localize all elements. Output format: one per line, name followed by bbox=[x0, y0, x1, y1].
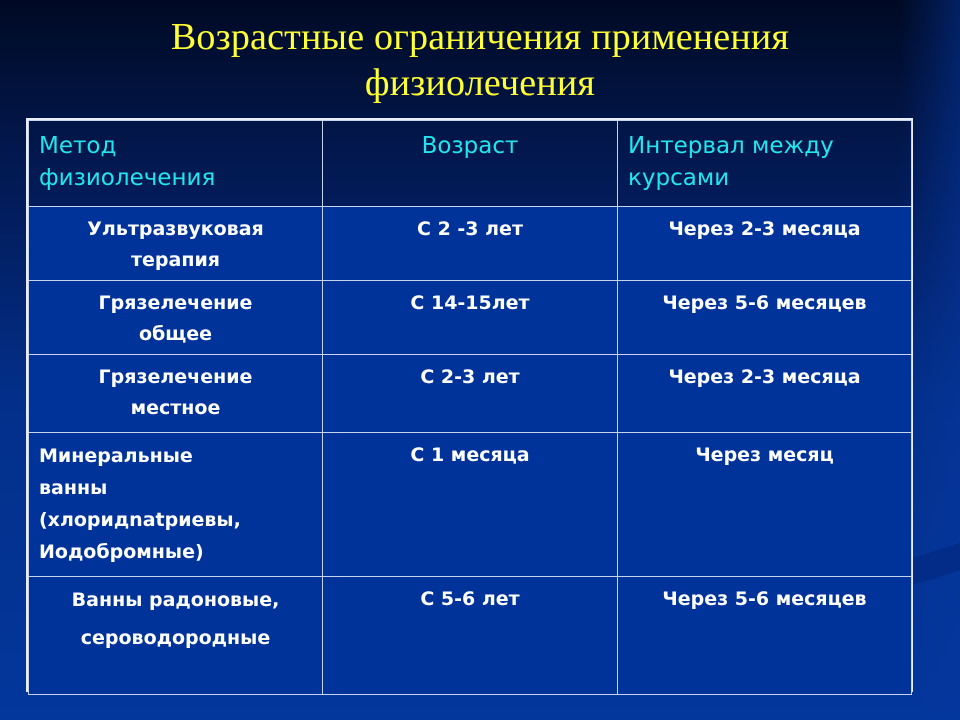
cell-interval: Через 5-6 месяцев bbox=[618, 577, 912, 695]
cell-method-line: Грязелечение bbox=[98, 366, 253, 388]
table-row bbox=[29, 355, 912, 433]
cell-interval: Через 5-6 месяцев bbox=[618, 281, 912, 355]
cell-age: С 14-15лет bbox=[323, 281, 618, 355]
slide-title bbox=[0, 14, 960, 106]
cell-method bbox=[29, 433, 323, 577]
table-header-row bbox=[29, 121, 912, 207]
cell-method-line: терапия bbox=[131, 249, 220, 271]
cell-method-line: ванны bbox=[39, 477, 108, 499]
cell-age: С 2 -3 лет bbox=[323, 207, 618, 281]
slide-title-line-1: Возрастные ограничения применения bbox=[170, 16, 790, 58]
cell-method-line: Минеральные bbox=[39, 445, 193, 467]
header-age bbox=[323, 121, 618, 207]
cell-method-line: Грязелечение bbox=[98, 292, 253, 314]
header-age-line-1: Возраст bbox=[421, 133, 519, 159]
cell-interval: Через 2-3 месяца bbox=[618, 355, 912, 433]
cell-method-line: сероводородные bbox=[80, 627, 271, 649]
header-method bbox=[29, 121, 323, 207]
cell-interval: Через 2-3 месяца bbox=[618, 207, 912, 281]
header-method-line-2: физиолечения bbox=[39, 165, 216, 191]
slide-title-line-2: физиолечения bbox=[364, 62, 596, 104]
cell-method-line: местное bbox=[130, 397, 221, 419]
cell-interval: Через месяц bbox=[618, 433, 912, 577]
cell-method bbox=[29, 281, 323, 355]
cell-method-line: Ультразвуковая bbox=[87, 218, 264, 240]
cell-age: С 5-6 лет bbox=[323, 577, 618, 695]
table-row bbox=[29, 433, 912, 577]
physiotherapy-age-table bbox=[26, 118, 913, 692]
table-row bbox=[29, 281, 912, 355]
table-row bbox=[29, 207, 912, 281]
cell-age: С 2-3 лет bbox=[323, 355, 618, 433]
cell-method-line: общее bbox=[138, 323, 213, 345]
header-interval bbox=[618, 121, 912, 207]
table bbox=[28, 120, 912, 695]
cell-method-line: (хлоридnatриевы, bbox=[39, 509, 241, 531]
cell-method-line: Иодобромные) bbox=[39, 541, 204, 563]
cell-method bbox=[29, 355, 323, 433]
header-method-line-1: Метод bbox=[39, 133, 117, 159]
cell-method bbox=[29, 577, 323, 695]
header-interval-line-2: курсами bbox=[628, 165, 730, 191]
cell-age: С 1 месяца bbox=[323, 433, 618, 577]
header-interval-line-1: Интервал между bbox=[628, 133, 834, 159]
table-row bbox=[29, 577, 912, 695]
cell-method-line: Ванны радоновые, bbox=[71, 589, 280, 611]
cell-method bbox=[29, 207, 323, 281]
